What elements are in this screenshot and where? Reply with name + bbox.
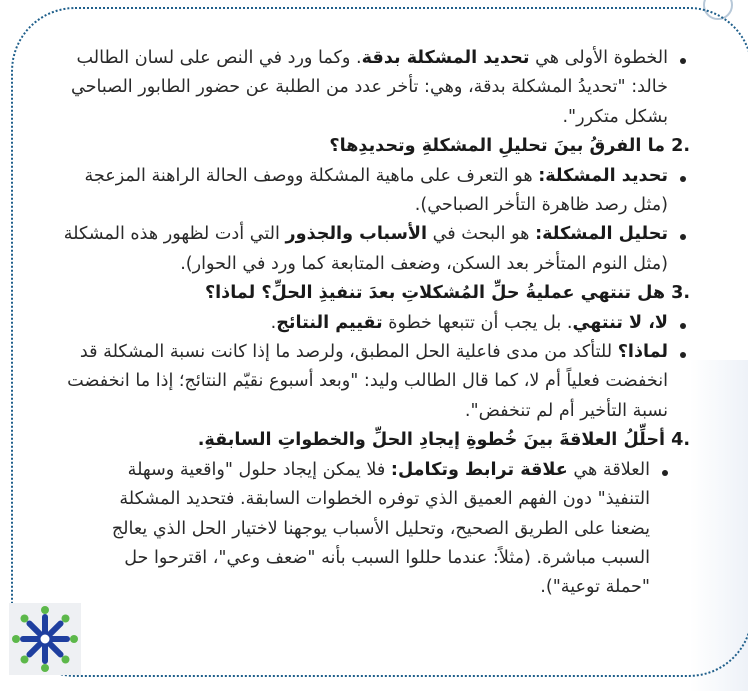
logo-dot (62, 614, 70, 622)
bullet-item (52, 309, 690, 338)
logo-dot (70, 635, 78, 643)
body-text: هو البحث في (427, 224, 536, 245)
bullet-item (52, 44, 690, 132)
logo-dot (20, 614, 28, 622)
question-title: ما الفرقُ بينَ تحليلِ المشكلةِ وتحديدِها؟ (329, 136, 666, 157)
bold-text: تقييم النتائج (276, 312, 383, 333)
body-text: . بل يجب أن تتبعها خطوة (382, 312, 573, 333)
answer-content (52, 44, 690, 603)
bold-text: لا، لا تنتهي (572, 312, 668, 333)
logo-dot (41, 664, 49, 672)
question-heading (52, 426, 690, 455)
logo-dot (20, 656, 28, 664)
question-heading (52, 132, 690, 161)
bold-text: الأسباب والجذور (285, 224, 428, 245)
body-text: الخطوة الأولى هي (529, 48, 668, 68)
asterisk-logo-graphic (9, 603, 81, 675)
asterisk-logo-icon (9, 603, 81, 675)
body-text: هو التعرف على ماهية المشكلة ووصف الحالة الراهنة المزعجة (مثل رصد ظاهرة التأخر الصباحي). (84, 165, 668, 216)
body-text: العلاقة هي (567, 459, 650, 480)
logo-dot (62, 656, 70, 664)
bullet-item (52, 338, 690, 426)
bold-text: علاقة ترابط وتكامل: (390, 459, 568, 480)
body-text: التي أدت لظهور هذه المشكلة (مثل النوم المتأخر بعد السكن، وضعف المتابعة كما ورد في الحوار). (63, 224, 668, 274)
question-number: .2 (671, 136, 690, 157)
bullet-item (108, 456, 690, 603)
bold-text: لماذا؟ (617, 342, 668, 363)
bullet-item (52, 220, 690, 279)
bold-text: تحديد المشكلة بدقة (361, 48, 530, 68)
body-text: فلا يمكن إيجاد حلول "واقعية وسهلة التنفيذ" دون الفهم العميق الذي توفره الخطوات السابقة. فتحديد المشكلة يضعنا على الطريق الصحيح، وتحليل الأسباب يوجهنا لاختيار الحل الذي يعالج السبب مباشرة. (مثلاً: عندما حللوا السبب بأنه "ضعف وعي"، اقترحوا حل "حملة توعية"). (111, 459, 650, 598)
question-title: أحلِّلُ العلاقةَ بينَ خُطوةِ إيجادِ الحلِّ والخطواتِ السابقةِ. (197, 430, 666, 451)
body-text: للتأكد من مدى فاعلية الحل المطبق، ولرصد ما إذا كانت نسبة المشكلة قد انخفضت فعلياً أم لا، كما قال الطالب وليد: "وبعد أسبوع نقيّم النتائج؛ إذا ما انخفضت نسبة التأخير أم لم تنخفض". (67, 342, 668, 421)
logo-hub (39, 633, 51, 645)
body-text: . (270, 312, 277, 333)
bullet-item (52, 162, 690, 221)
question-number: .3 (671, 283, 690, 304)
bold-text: تحليل المشكلة: (535, 224, 668, 245)
question-title: هل تنتهي عمليةُ حلِّ المُشكلاتِ بعدَ تنفيذِ الحلِّ؟ لماذا؟ (204, 283, 666, 304)
logo-dot (12, 635, 20, 643)
body-text: . وكما ورد في النص على لسان الطالب خالد: "تحديدُ المشكلة بدقة، وهي: تأخر عدد من الطلبة عن حضور الطابور الصباحي بشكل متكرر". (70, 48, 668, 127)
logo-dot (41, 606, 49, 614)
question-heading (52, 279, 690, 308)
bold-text: تحديد المشكلة: (538, 165, 668, 186)
question-number: .4 (671, 430, 690, 451)
